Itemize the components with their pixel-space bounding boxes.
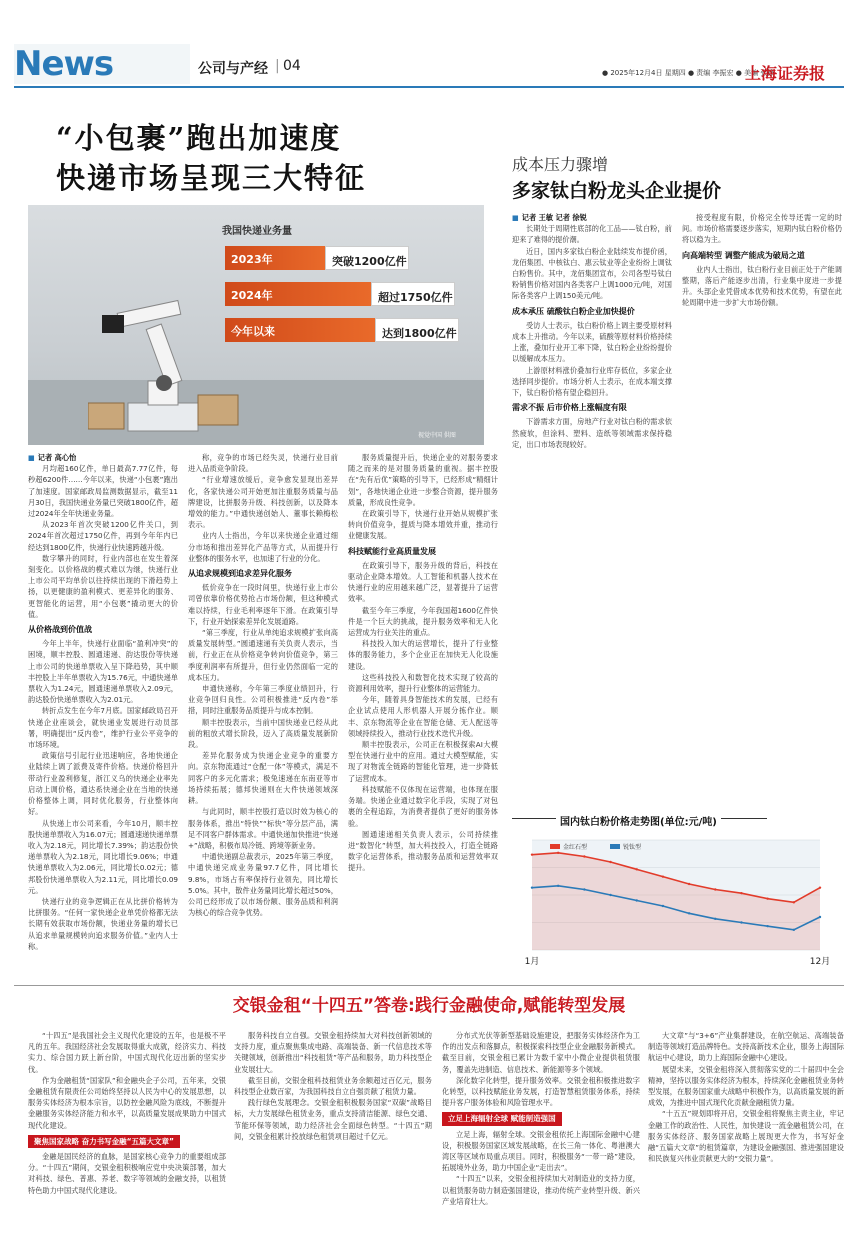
bottom-headline: 交银金租“十四五”答卷:践行金融使命,赋能转型发展 [232, 996, 626, 1016]
data-point [740, 892, 742, 894]
dateline: ● 2025年12月4日 星期四 ● 责编 李振宏 ● 美编 张锋 [602, 69, 775, 77]
paragraph: 作为金融租赁“国家队”和金融央企子公司，五年来，交银金融租赁有限责任公司始终坚持以人民为中心的发展思想，以服务实体经济为根本宗旨，以防控金融风险为底线，不断提升金融服务实体经济能力和水平，以高质量发展成果助力中国式现代化建设。 [28, 1075, 226, 1130]
bottom-col-4 [648, 1030, 844, 1245]
paragraph: 申通快递称，今年第三季度业绩回升，行业竞争回归良性。公司积极推进“反内卷”举措，同时注重服务品质提升与成本控制。 [188, 684, 338, 716]
bar-value-box [371, 282, 455, 306]
data-point [636, 899, 638, 901]
paragraph: 展望未来，交银金租将深入贯彻落实党的二十届四中全会精神，坚持以服务实体经济为根本，持续深化金融租赁业务转型发展，在服务国家重大战略中积极作为，以高质量发展的新成效，为推进中国式现代化贡献金融租赁力量。 [648, 1064, 844, 1108]
paragraph: 中通快递副总裁表示，2025年第三季度，中通快递完成业务量97.7亿件，同比增长9.8%，市场占有率保持行业领先，同比增长5.0%。其中，散件业务量同比增长超过50%，公司已经形成了以市场份额、服务品质和利润为核心的综合竞争优势。 [188, 852, 338, 918]
paragraph: 圆通速递相关负责人表示，公司持续推进“数智化”转型，加大科技投入，打造全链路数字化运营体系，推动服务品质和运营效率双提升。 [348, 829, 498, 873]
article-col-3 [348, 452, 498, 980]
paragraph: 践行绿色发展理念。交银金租积极服务国家“双碳”战略目标，大力发展绿色租赁业务，重点支持清洁能源、绿色交通、节能环保等领域，助力经济社会全面绿色转型。“十四五”期间，交银金租累计投放绿色租赁项目超过千亿元。 [234, 1098, 432, 1141]
paragraph: 差异化服务成为快递企业竞争的重要方向。京东物流通过“仓配一体”等模式，满足不同客户的多元化需求；极兔速递在东南亚等市场持续拓展；德邦快递则在大件快递领域深耕。 [188, 751, 338, 806]
robot-arm-icon [88, 285, 248, 435]
paragraph: 接受程度有限，价格完全传导还需一定的时间。市场价格需要逐步落实，短期内钛白粉价格仍将以稳为主。 [682, 213, 842, 245]
bar-chart-title: 我国快递业务量 [222, 226, 292, 237]
paragraph: 服务科技自立自强。交银金租持续加大对科技创新领域的支持力度，重点聚焦集成电路、高端装备、新一代信息技术等关键领域，创新推出“科技租赁”等产品和服务，助力科技型企业发展壮大。 [234, 1031, 432, 1074]
header-rule [14, 86, 844, 88]
sub-headline: 多家钛白粉龙头企业提价 [512, 180, 722, 202]
bar-value-box [375, 318, 459, 342]
paragraph: 金融是国民经济的血脉，是国家核心竞争力的重要组成部分。“十四五”期间，交银金租积极响应党中央决策部署，加大对科技、绿色、普惠、养老、数字等领域的金融支持，以租赁特色助力中国式现代化建设。 [28, 1152, 226, 1195]
paragraph: 低价竞争在一段时间里，快递行业上市公司曾依靠价格优势抢占市场份额，但这种模式难以持续，行业毛利率逐年下滑。在政策引导下，行业开始探索差异化发展道路。 [188, 583, 338, 626]
legend-swatch [550, 844, 560, 849]
data-point [688, 912, 690, 914]
x-tick-label: 1月 [524, 957, 540, 967]
data-point [609, 861, 611, 863]
bottom-banner [14, 990, 844, 1022]
data-point [557, 885, 559, 887]
byline: ■ 记者 高心怡 [28, 452, 178, 463]
section-head: 从追求规模到追求差异化服务 [188, 569, 292, 579]
data-point [557, 852, 559, 854]
data-point [793, 901, 795, 903]
paragraph: 在政策引导下，快递行业开始从规模扩张转向价值竞争，提质与降本增效并重，推动行业健康发展。 [348, 509, 498, 541]
masthead: 上海证券报 [745, 64, 826, 83]
article-col-1 [28, 452, 178, 980]
paragraph: 月均超160亿件，单日最高7.77亿件，每秒超6200件……今年以来，快递“小包裹”跑出了加速度。国家邮政局监测数据显示，截至11月30日，我国快递业务量已突破1800亿件，超过2024年全年快递业务量。 [28, 464, 178, 519]
paragraph: 在政策引导下，服务升级的背后，科技在驱动企业降本增效。人工智能和机器人技术在快递行业的应用越来越广泛，显著提升了运营效率。 [348, 560, 498, 604]
data-point [714, 888, 716, 890]
paragraph: 大文章”与“3+6”产业集群建设，在航空航运、高端装备制造等领域打造品牌特色。支持高新技术企业，服务上海国际航运中心建设，助力上海国际金融中心建设。 [648, 1031, 844, 1063]
paragraph: 业内人士指出，钛白粉行业目前正处于产能调整期，落后产能逐步出清，行业集中度进一步提升。头部企业凭借成本优势和技术优势，有望在此轮周期中进一步扩大市场份额。 [682, 264, 842, 308]
headline-line-1: “小包裹”跑出加速度 [56, 121, 342, 155]
paragraph: 称，竞争的市场已经失灵，快递行业目前进入品质竞争阶段。 [188, 453, 338, 474]
x-tick-label: 12月 [809, 957, 831, 967]
article-col-4 [512, 212, 672, 807]
paragraph: 数字攀升的同时，行业内部也在发生着深刻变化。以价格战的模式难以为继，快递行业上市公司平均单价以往持续出现的下滑趋势上扬，以更健康的盈利模式、更差异化的服务、更智能化的运营，用“小包裹”撬动更大的价值。 [28, 553, 178, 619]
red-section-head: 立足上海辐射全球 赋能制造强国 [442, 1112, 562, 1125]
bar-year-label: 今年以来 [231, 325, 275, 338]
data-point [531, 853, 533, 855]
price-chart-title: 国内钛白粉价格走势图(单位:元/吨) [560, 813, 717, 828]
section-name: 公司与产经 [198, 61, 268, 77]
paragraph: 服务质量提升后，快递企业的对服务要求随之而来的是对服务质量的重视。据丰控股在“先有后优”策略的引导下，已经形成“精细计划”，各地快递企业进一步整合资源，提升服务质量，形成良性竞争。 [348, 453, 498, 507]
sub-kicker: 成本压力骤增 [512, 155, 609, 174]
paragraph: 转折点发生在今年7月底。国家邮政局召开快递企业座谈会，就快递业发展进行动员部署，明确提出“反内卷”，维护行业公平竞争的市场环境。 [28, 706, 178, 750]
paragraph: “行业增速放缓后，竞争愈发显现出差异化，各家快递公司开始更加注重服务质量与品牌建设，比拼服务升级、科技创新，以及降本增效的能力。”中通快递创始人、董事长赖梅松表示。 [188, 475, 338, 530]
legend-label: 金红石型 [563, 844, 588, 851]
data-point [688, 883, 690, 885]
data-point [662, 905, 664, 907]
paragraph: 政策信号引起行业迅速响应，各地快递企业陆续上调了派费及寄件价格。快递价格回升带动行业盈利修复，浙江义乌的快递企业率先启动上调价格，通达系快递企业在当地的快递价格整体上调，同时优化服务，行业整体向好。 [28, 751, 178, 817]
paragraph: 业内人士指出，今年以来快递企业通过细分市场和推出差异化产品等方式，从而提升行业整体的服务水平，也加速了行业的分化。 [188, 531, 338, 563]
paragraph: 深化数字化转型，提升服务效率。交银金租积极推进数字化转型，以科技赋能业务发展，打造智慧租赁服务体系，持续提升客户服务体验和风险管理水平。 [442, 1075, 640, 1108]
data-point [819, 886, 821, 888]
main-headline [56, 118, 366, 198]
section-head: 成本承压 硫酸钛白粉企业加快提价 [512, 306, 635, 316]
section-head: 从价格战到价值战 [28, 625, 92, 635]
data-point [766, 925, 768, 927]
paragraph: 今年上半年，快递行业面临“盈利冲突”的困境，顺丰控股、圆通速递、韵达股份等快递上市公司的快递单票收入呈下降趋势，其中顺丰控股上半年单票收入为15.76元，中通快递单票收入为1.24元，圆通速递单票收入2.09元，韵达股份快递单票收入为2.01元。 [28, 639, 178, 705]
bar-year-label: 2023年 [231, 253, 273, 266]
legend-swatch [610, 844, 620, 849]
page-header [0, 0, 858, 92]
paragraph: 上游原材料涨价叠加行业库存低位，多家企业选择同步提价。市场分析人士表示，在成本端支撑下，钛白粉价格有望企稳回升。 [512, 365, 672, 398]
paragraph: “十四五”以来，交银金租持续加大对制造业的支持力度，以租赁服务助力制造强国建设，推动传统产业转型升级、新兴产业培育壮大。 [442, 1174, 640, 1206]
data-point [531, 886, 533, 888]
section-divider [14, 985, 844, 986]
article-col-2 [188, 452, 338, 980]
volume-bar [225, 318, 375, 342]
paragraph: 今年，随着具身智能技术的发展，已经有企业试点使用人形机器人开展分拣作业。顺丰、京东物流等企业在智能仓储、无人配送等领域持续投入，推动行业技术迭代升级。 [348, 695, 498, 738]
paragraph: “第三季度，行业从单纯追求规模扩张向高质量发展转型。”圆通速递有关负责人表示，当前，行业正在从价格竞争转向价值竞争，第三季度利润率有所提升，但行业仍然面临一定的成本压力。 [188, 628, 338, 682]
paragraph: “十四五”是我国社会主义现代化建设的五年，也是极不平凡的五年。我国经济社会发展取得重大成就，经济实力、科技实力、综合国力跃上新台阶，中国式现代化迈出新的坚实步伐。 [28, 1031, 226, 1074]
news-logo: News [14, 44, 114, 84]
bar-value-box [325, 246, 409, 270]
paragraph: “十五五”规划即将开启，交银金租将聚焦主责主业，牢记金融工作的政治性、人民性，加快建设一流金融租赁公司，在服务实体经济、服务国家战略上展现更大作为，书写好金融“五篇大文章”的租赁篇章，为建设金融强国、推进强国建设和民族复兴伟业贡献更大的“交银力量”。 [648, 1109, 844, 1164]
red-section-head: 聚焦国家战略 奋力书写金融“五篇大文章” [28, 1135, 180, 1148]
paragraph: 立足上海，辐射全球。交银金租依托上海国际金融中心建设，积极服务国家区域发展战略，在长三角一体化、粤港澳大湾区等区域布局重点项目。同时，积极服务“一带一路”建设，拓展境外业务，助力中国企业“走出去”。 [442, 1129, 640, 1173]
paragraph: 这些科技投入和数智化技术实现了较高的资源利用效率，提升行业整体的运营能力。 [348, 672, 498, 694]
volume-bar [225, 282, 371, 306]
paragraph: 顺丰控股表示，当前中国快递业已经从此前的粗放式增长阶段，迈入了高质量发展新阶段。 [188, 717, 338, 750]
bottom-col-2 [234, 1030, 432, 1245]
paragraph: 从2023年首次突破1200亿件关口，到2024年首次超过1750亿件，再到今年年内已经达到1800亿件，快递行业快速跨越升级。 [28, 520, 178, 552]
data-point [609, 894, 611, 896]
section-head: 需求不振 后市价格上涨幅度有限 [512, 403, 627, 413]
paragraph: 截至目前，交银金租科技租赁业务余额超过百亿元，服务科技型企业数百家，为我国科技自立自强贡献了租赁力量。 [234, 1075, 432, 1097]
paragraph: 科技投入加大的运营增长，提升了行业整体的服务能力，多个企业正在加快无人化设施建设。 [348, 639, 498, 671]
paragraph: 科技赋能不仅体现在运营端，也体现在服务端。快递企业通过数字化手段，实现了对包裹的全程追踪，为消费者提供了更好的服务体验。 [348, 784, 498, 828]
photo-credit: 视觉中国 供图 [418, 432, 456, 439]
headline-line-2: 快递市场呈现三大特征 [56, 161, 367, 195]
bar-year-label: 2024年 [231, 289, 273, 302]
volume-bar [225, 246, 325, 270]
right-byline: ■ 记者 王敏 记者 徐锐 [512, 212, 672, 223]
paragraph: 与此同时，顺丰控股打造以时效为核心的服务体系，推出“特快”“标快”等分层产品，满足不同客户群体需求。中通快递加快推进“快递+”战略，积极布局冷链、跨境等新业务。 [188, 807, 338, 850]
section-head: 科技赋能行业高质量发展 [348, 546, 436, 556]
data-point [793, 929, 795, 931]
bar-value-label: 突破1200亿件 [332, 255, 407, 268]
section-head: 向高端转型 调整产能成为破局之道 [682, 250, 805, 260]
paragraph: 受访人士表示，钛白粉价格上调主要受原材料成本上升推动。今年以来，硫酸等原材料价格持续上涨，叠加行业开工率下降，钛白粉企业纷纷提价以缓解成本压力。 [512, 320, 672, 364]
paragraph: 下游需求方面，房地产行业对钛白粉的需求依然疲软，但涂料、塑料、造纸等领域需求保持稳定，出口市场表现较好。 [512, 417, 672, 449]
legend-label: 锐钛型 [623, 844, 642, 851]
data-point [636, 868, 638, 870]
bottom-col-1 [28, 1030, 226, 1245]
bottom-col-3 [442, 1030, 640, 1245]
data-point [766, 897, 768, 899]
paragraph: 近日，国内多家钛白粉企业陆续发布提价函，龙佰集团、中核钛白、惠云钛业等企业纷纷上调钛白粉售价。其中，龙佰集团宣布，公司各型号钛白粉销售价格对国内各类客户上调1000元/吨，对国际各类客户上调150美元/吨。 [512, 246, 672, 301]
data-point [583, 888, 585, 890]
paragraph: 截至今年三季度，今年我国超1600亿件快件是一个巨大的挑战，提升服务效率和无人化运营成为行业关注的重点。 [348, 605, 498, 638]
article-col-5 [682, 212, 842, 807]
bar-value-label: 达到1800亿件 [382, 327, 457, 340]
data-point [819, 916, 821, 918]
data-point [740, 921, 742, 923]
paragraph: 长期处于周期性底部的化工品——钛白粉，前迎来了难得的提价潮。 [512, 224, 672, 245]
data-point [662, 875, 664, 877]
paragraph: 快递行业的竞争逻辑正在从比拼价格转为比拼服务。“任何一家快递企业单凭价格都无法长期有效获取市场份额，快递业务量的增长已从追求单量规模转向追求服务价值。”业内人士称。 [28, 896, 178, 951]
price-chart [510, 832, 842, 972]
bar-value-label: 超过1750亿件 [378, 291, 453, 304]
page-number: | 04 [283, 58, 301, 74]
data-point [714, 918, 716, 920]
paragraph: 分布式光伏等新型基础设施建设，把服务实体经济作为工作的出发点和落脚点，积极探索科技型企业金融服务新模式。截至目前，交银金租已累计为数千家中小微企业提供租赁服务，覆盖先进制造、信息技术、新能源等多个领域。 [442, 1031, 640, 1074]
paragraph: 从快递上市公司来看，今年10月，顺丰控股快递单票收入为16.07元；圆通速递快递单票收入为2.18元，同比增长7.39%；韵达股份快递单票收入为2.18元，同比增长9.06%；申通快递单票收入为2.06元，同比增长0.02元；德邦股份快递单票收入为2.11元，同比增长0.09元。 [28, 818, 178, 895]
data-point [583, 855, 585, 857]
paragraph: 顺丰控股表示，公司正在积极探索AI大模型在快递行业中的应用。通过大模型赋能，实现了对物流全链路的智能化管理，进一步降低了运营成本。 [348, 740, 498, 783]
